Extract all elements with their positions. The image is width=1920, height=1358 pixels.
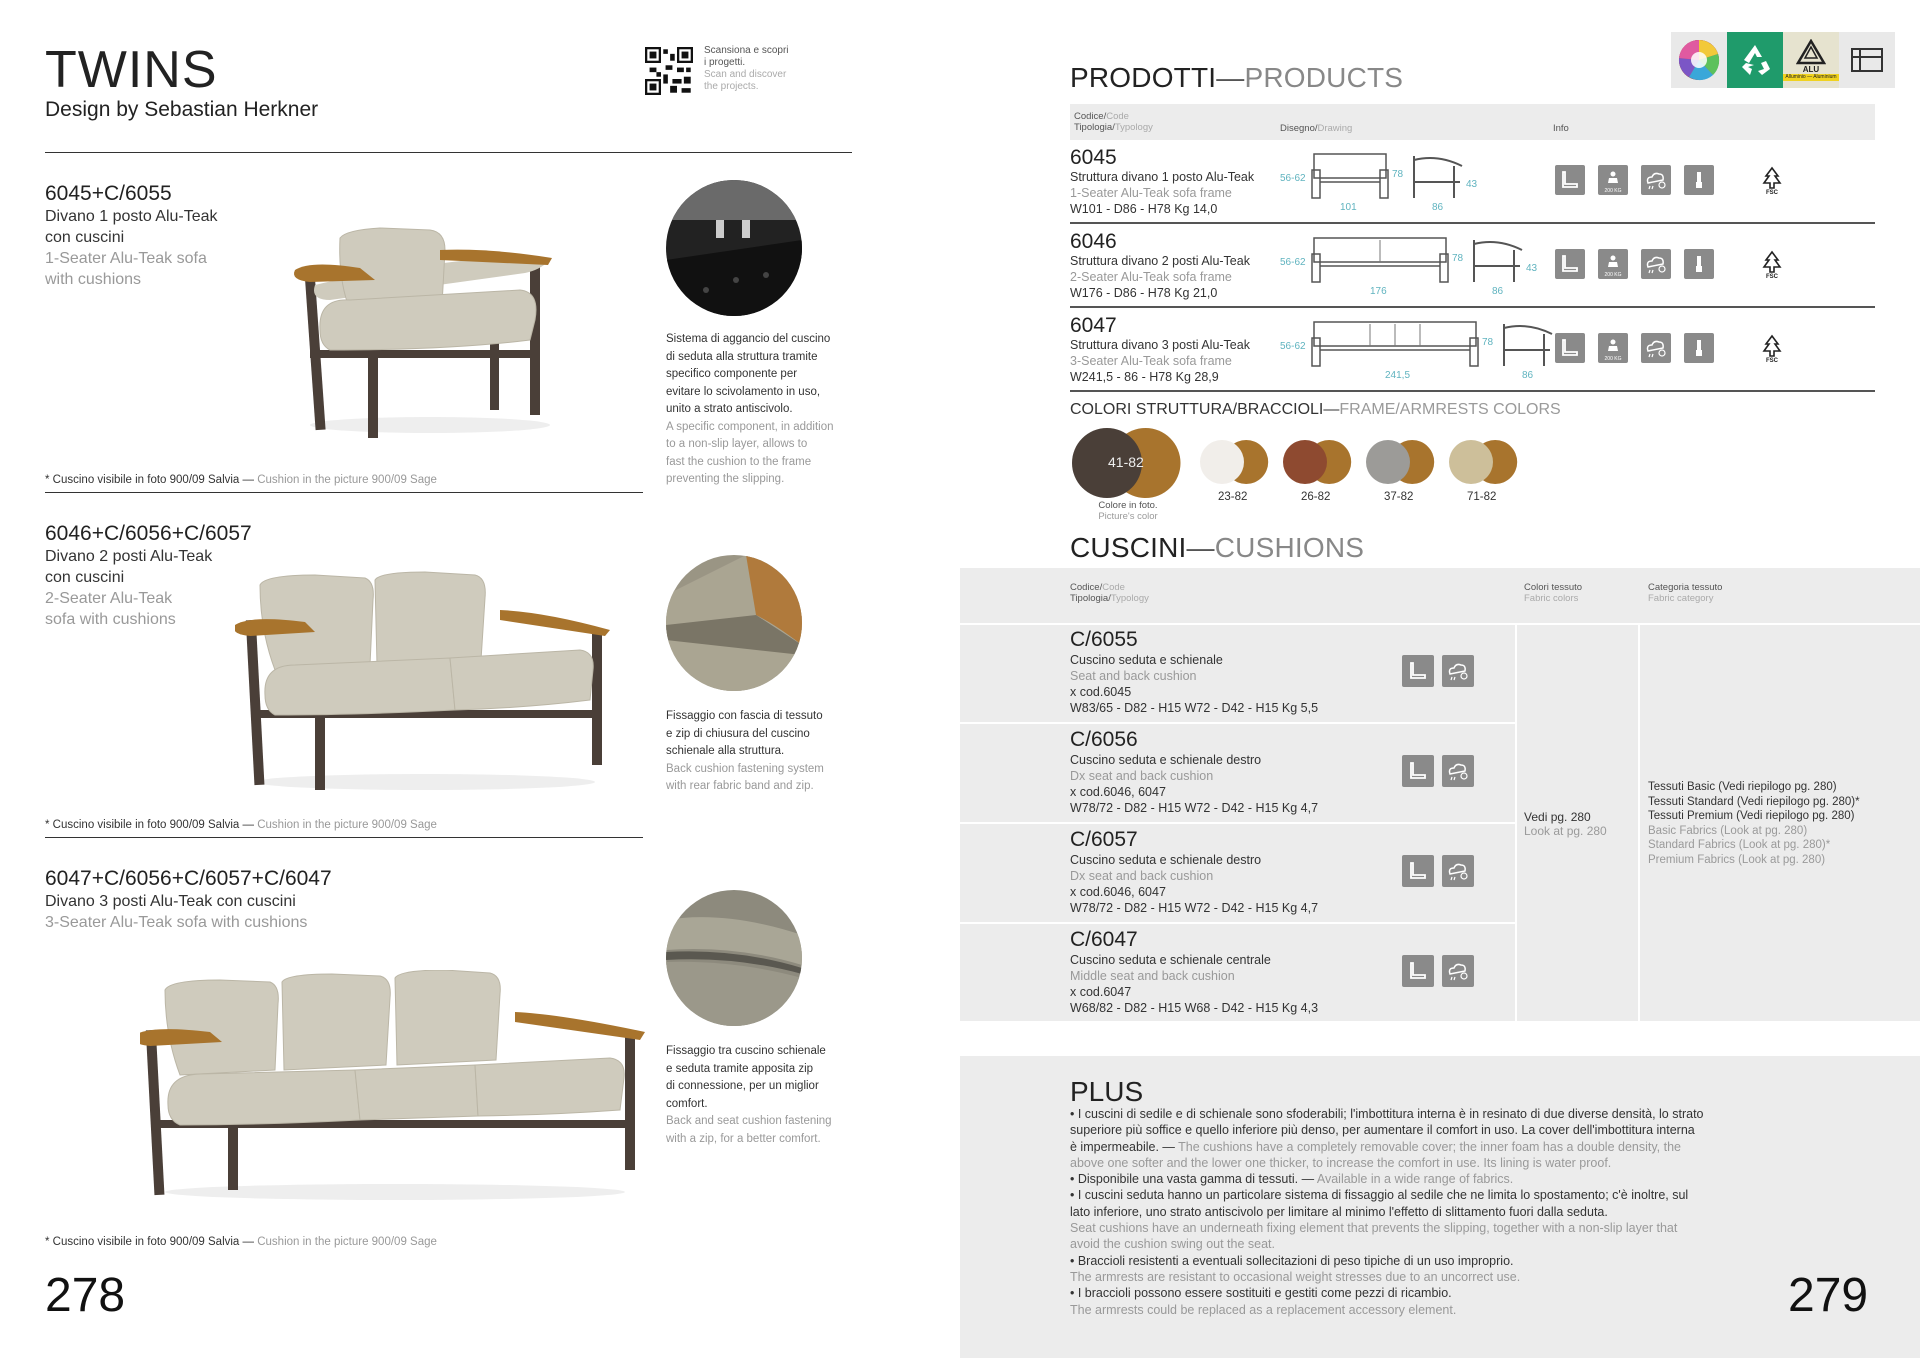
fabric-colors-ref: Vedi pg. 280 Look at pg. 280 <box>1524 810 1607 838</box>
product-row-divider <box>1070 222 1875 224</box>
catalog-book-icon[interactable] <box>1839 32 1895 88</box>
cushion-code: C/6055 <box>1070 628 1138 651</box>
plus-line: • I braccioli possono essere sostituiti e gestiti come pezzi di ricambio. <box>1070 1286 1452 1301</box>
outdoor-weather-icon <box>1641 249 1671 279</box>
page-number-left: 278 <box>45 1269 126 1322</box>
sofa-2-seater-image <box>235 570 615 795</box>
item-1-text: 6045+C/6055 Divano 1 posto Alu-Teak con cuscini 1-Seater Alu-Teak sofa with cushions <box>45 182 218 288</box>
page-number-right: 279 <box>1788 1269 1869 1322</box>
cushion-code: C/6057 <box>1070 828 1138 851</box>
cushion-description: Cuscino seduta e schienale Seat and back cushion x cod.6045 W83/65 - D82 - H15 W72 - D42 - H15 Kg 5,5 <box>1070 653 1319 715</box>
item-divider-1 <box>45 492 643 493</box>
dim-depth: 86 <box>1492 286 1504 297</box>
detail-image-2 <box>666 555 802 691</box>
plus-text <box>1070 1106 1770 1318</box>
spare-part-icon <box>1684 333 1714 363</box>
footnote-3: * Cuscino visibile in foto 900/09 Salvia — Cushion in the picture 900/09 Sage <box>45 1236 437 1248</box>
plus-line: The armrests are resistant to occasional weight stresses due to an uncorrect use. <box>1070 1269 1521 1284</box>
dim-width: 101 <box>1340 202 1357 213</box>
color-code-label: 26-82 <box>1301 491 1331 503</box>
spare-part-icon <box>1684 249 1714 279</box>
product-code: 6047 <box>1070 314 1117 337</box>
product-description: Struttura divano 2 posti Alu-Teak 2-Seater Alu-Teak sofa frame W176 - D86 - H78 Kg 21,0 <box>1070 254 1250 300</box>
item-divider-2 <box>45 837 643 838</box>
product-code: 6045 <box>1070 146 1117 169</box>
outdoor-weather-icon <box>1442 855 1474 887</box>
item-3-text: 6047+C/6056+C/6057+C/6047 Divano 3 posti Alu-Teak con cuscini 3-Seater Alu-Teak sofa with cushions <box>45 867 332 931</box>
fsc-tree-icon <box>1757 249 1787 279</box>
dim-arm-height: 43 <box>1526 263 1538 274</box>
plus-line: lato inferiore, uno strato antiscivolo per limitare al minimo l'effetto di slittamento fuori dalla seduta. <box>1070 1204 1608 1219</box>
seat-fixing-icon <box>1402 755 1434 787</box>
detail-caption-3: Fissaggio tra cuscino schienale e seduta tramite apposita zip di connessione, per un miglior comfort. Back and seat cushion fastening with a zip, for a better comfort. <box>666 1045 832 1145</box>
recycle-icon <box>1727 32 1783 88</box>
max-weight-icon: 200 KG <box>1598 249 1628 279</box>
product-row-divider <box>1070 390 1875 392</box>
outdoor-weather-icon <box>1641 333 1671 363</box>
cushions-panel: Codice/Code Tipologia/Typology Colori tessuto Fabric colors Categoria tessuto Fabric category Vedi pg. 280 Look at pg. 280 Tessuti Basic (Vedi riepilogo pg. 280) Tessuti Standard (Vedi riepilogo pg. 280)* Tessuti Premium (Vedi riepilogo pg. 280) Basic Fabrics (Look at pg. 280) Standard Fabrics (Look at pg. 280)* Premium Fabrics (Look at pg. 280) <box>960 568 1920 1021</box>
color-code-label: 71-82 <box>1467 491 1497 503</box>
outdoor-weather-icon <box>1442 955 1474 987</box>
front-view-drawing <box>1310 318 1480 368</box>
plus-line: • Disponibile una vasta gamma di tessuti. — Available in a wide range of fabrics. <box>1070 1172 1514 1187</box>
product-description: Struttura divano 3 posti Alu-Teak 3-Seater Alu-Teak sofa frame W241,5 - 86 - H78 Kg 28,9 <box>1070 338 1250 384</box>
colors-title: COLORI STRUTTURA/BRACCIOLI—FRAME/ARMRESTS COLORS <box>1070 401 1561 418</box>
fabric-categories: Tessuti Basic (Vedi riepilogo pg. 280) Tessuti Standard (Vedi riepilogo pg. 280)* Tessuti Premium (Vedi riepilogo pg. 280) Basic Fabrics (Look at pg. 280) Standard Fabrics (Look at pg. 280)* Premium Fabrics (Look at pg. 280) <box>1648 781 1860 866</box>
plus-title: PLUS <box>1070 1076 1144 1107</box>
product-description: Struttura divano 1 posto Alu-Teak 1-Seater Alu-Teak sofa frame W101 - D86 - H78 Kg 14,0 <box>1070 170 1255 216</box>
seat-fixing-icon <box>1555 333 1585 363</box>
products-title: PRODOTTI—PRODUCTS <box>1070 62 1404 93</box>
seat-fixing-icon <box>1555 165 1585 195</box>
dim-total-height: 78 <box>1392 169 1404 180</box>
front-view-drawing <box>1310 150 1390 200</box>
fsc-tree-icon <box>1757 333 1787 363</box>
seat-fixing-icon <box>1402 655 1434 687</box>
cushions-title: CUSCINI—CUSHIONS <box>1070 532 1365 563</box>
fsc-tree-icon <box>1757 165 1787 195</box>
side-view-drawing <box>1408 152 1468 202</box>
max-weight-icon: 200 KG <box>1598 333 1628 363</box>
seat-fixing-icon <box>1402 855 1434 887</box>
dim-depth: 86 <box>1432 202 1444 213</box>
dim-width: 176 <box>1370 286 1387 297</box>
seat-fixing-icon <box>1402 955 1434 987</box>
products-table-header: Codice/Code Tipologia/Typology Disegno/Drawing Info <box>1070 104 1875 140</box>
cushion-code: C/6056 <box>1070 728 1138 751</box>
plus-line: è impermeabile. — The cushions have a completely removable cover; the inner foam has a double density, the <box>1070 1139 1681 1154</box>
svg-text:FSC: FSC <box>1766 358 1778 363</box>
dim-width: 241,5 <box>1385 370 1411 381</box>
outdoor-weather-icon <box>1641 165 1671 195</box>
cushion-description: Cuscino seduta e schienale destro Dx seat and back cushion x cod.6046, 6047 W78/72 - D82 - H15 W72 - D42 - H15 Kg 4,7 <box>1070 753 1319 815</box>
dim-total-height: 78 <box>1482 337 1494 348</box>
outdoor-weather-icon <box>1442 655 1474 687</box>
svg-text:FSC: FSC <box>1766 274 1778 279</box>
item-2-text: 6046+C/6056+C/6057 Divano 2 posti Alu-Teak con cuscini 2-Seater Alu-Teak sofa with cushions <box>45 522 252 628</box>
qr-caption: Scansiona e scopri i progetti. Scan and discover the projects. <box>704 45 789 92</box>
dim-depth: 86 <box>1522 370 1534 381</box>
seat-fixing-icon <box>1555 249 1585 279</box>
detail-caption-2: Fissaggio con fascia di tessuto e zip di chiusura del cuscino schienale alla struttura. Back cushion fastening system with rear fabric band and zip. <box>666 710 824 792</box>
outdoor-weather-icon <box>1442 755 1474 787</box>
picture-color-note: Colore in foto. Picture's color <box>1098 500 1158 522</box>
dim-seat-height: 56-62 <box>1280 257 1306 268</box>
color-swatch <box>1449 440 1524 484</box>
cushion-description: Cuscino seduta e schienale centrale Middle seat and back cushion x cod.6047 W68/82 - D82 - H15 W68 - D42 - H15 Kg 4,3 <box>1070 953 1319 1015</box>
plus-line: avoid the cushion swing out the seat. <box>1070 1237 1275 1252</box>
aluminium-recycle-icon: ALU Alluminio — Aluminium <box>1783 32 1839 88</box>
sofa-1-seater-image <box>290 220 560 440</box>
plus-line: above one softer and the lower one thicker, to increase the comfort in use. Its lining is water proof. <box>1070 1155 1612 1170</box>
brand-title: TWINS <box>45 41 218 99</box>
plus-line: • I cuscini seduta hanno un particolare sistema di fissaggio al sedile che ne limita lo spostamento; c'è inoltre, sul <box>1070 1188 1689 1203</box>
qr-code-icon[interactable] <box>645 47 693 95</box>
max-weight-icon: 200 KG <box>1598 165 1628 195</box>
footnote-1: * Cuscino visibile in foto 900/09 Salvia — Cushion in the picture 900/09 Sage <box>45 474 437 486</box>
dim-seat-height: 56-62 <box>1280 341 1306 352</box>
cushion-description: Cuscino seduta e schienale destro Dx seat and back cushion x cod.6046, 6047 W78/72 - D82 - H15 W72 - D42 - H15 Kg 4,7 <box>1070 853 1319 915</box>
side-view-drawing <box>1498 320 1558 370</box>
color-code-label: 23-82 <box>1218 491 1248 503</box>
color-swatch <box>1200 440 1275 484</box>
dim-total-height: 78 <box>1452 253 1464 264</box>
color-swatch <box>1366 440 1441 484</box>
plus-panel <box>960 1056 1920 1358</box>
product-code: 6046 <box>1070 230 1117 253</box>
front-view-drawing <box>1310 234 1450 284</box>
color-code-label: 37-82 <box>1384 491 1414 503</box>
detail-image-3 <box>666 890 802 1026</box>
product-row-divider <box>1070 306 1875 308</box>
plus-line: The armrests could be replaced as a replacement accessory element. <box>1070 1302 1457 1317</box>
plus-line: Seat cushions have an underneath fixing element that prevents the slipping, together with a non-slip layer that <box>1070 1221 1678 1236</box>
plus-line: • Braccioli resistenti a eventuali sollecitazioni di peso tipiche di un uso improprio. <box>1070 1253 1514 1268</box>
side-view-drawing <box>1468 236 1528 286</box>
spare-part-icon <box>1684 165 1714 195</box>
dim-seat-height: 56-62 <box>1280 173 1306 184</box>
detail-image-1 <box>666 180 802 316</box>
cushion-code: C/6047 <box>1070 928 1138 951</box>
plus-line: superiore più soffice e quello inferiore più denso, per aumentare il comfort in uso. La cover dell'imbottitura interna <box>1070 1123 1695 1138</box>
color-swatch <box>1283 440 1358 484</box>
detail-caption-1: Sistema di aggancio del cuscino di seduta alla struttura tramite specifico componente per evitare lo scivolamento in uso, unito a strato antiscivolo. A specific component, in addition to a non-slip layer, allows to fast the cushion to the frame preventing the slipping. <box>666 333 834 485</box>
color-wheel-icon <box>1671 32 1727 88</box>
dim-arm-height: 43 <box>1466 179 1478 190</box>
sofa-3-seater-image <box>140 970 650 1205</box>
title-divider <box>45 152 852 153</box>
color-code-label: 41-82 <box>1108 454 1144 470</box>
designer-credit: Design by Sebastian Herkner <box>45 98 319 121</box>
footnote-2: * Cuscino visibile in foto 900/09 Salvia — Cushion in the picture 900/09 Sage <box>45 819 437 831</box>
plus-line: • I cuscini di sedile e di schienale sono sfoderabili; l'imbottitura interna è in resinato di due diverse densità, lo strato <box>1070 1107 1704 1121</box>
svg-text:FSC: FSC <box>1766 190 1778 195</box>
